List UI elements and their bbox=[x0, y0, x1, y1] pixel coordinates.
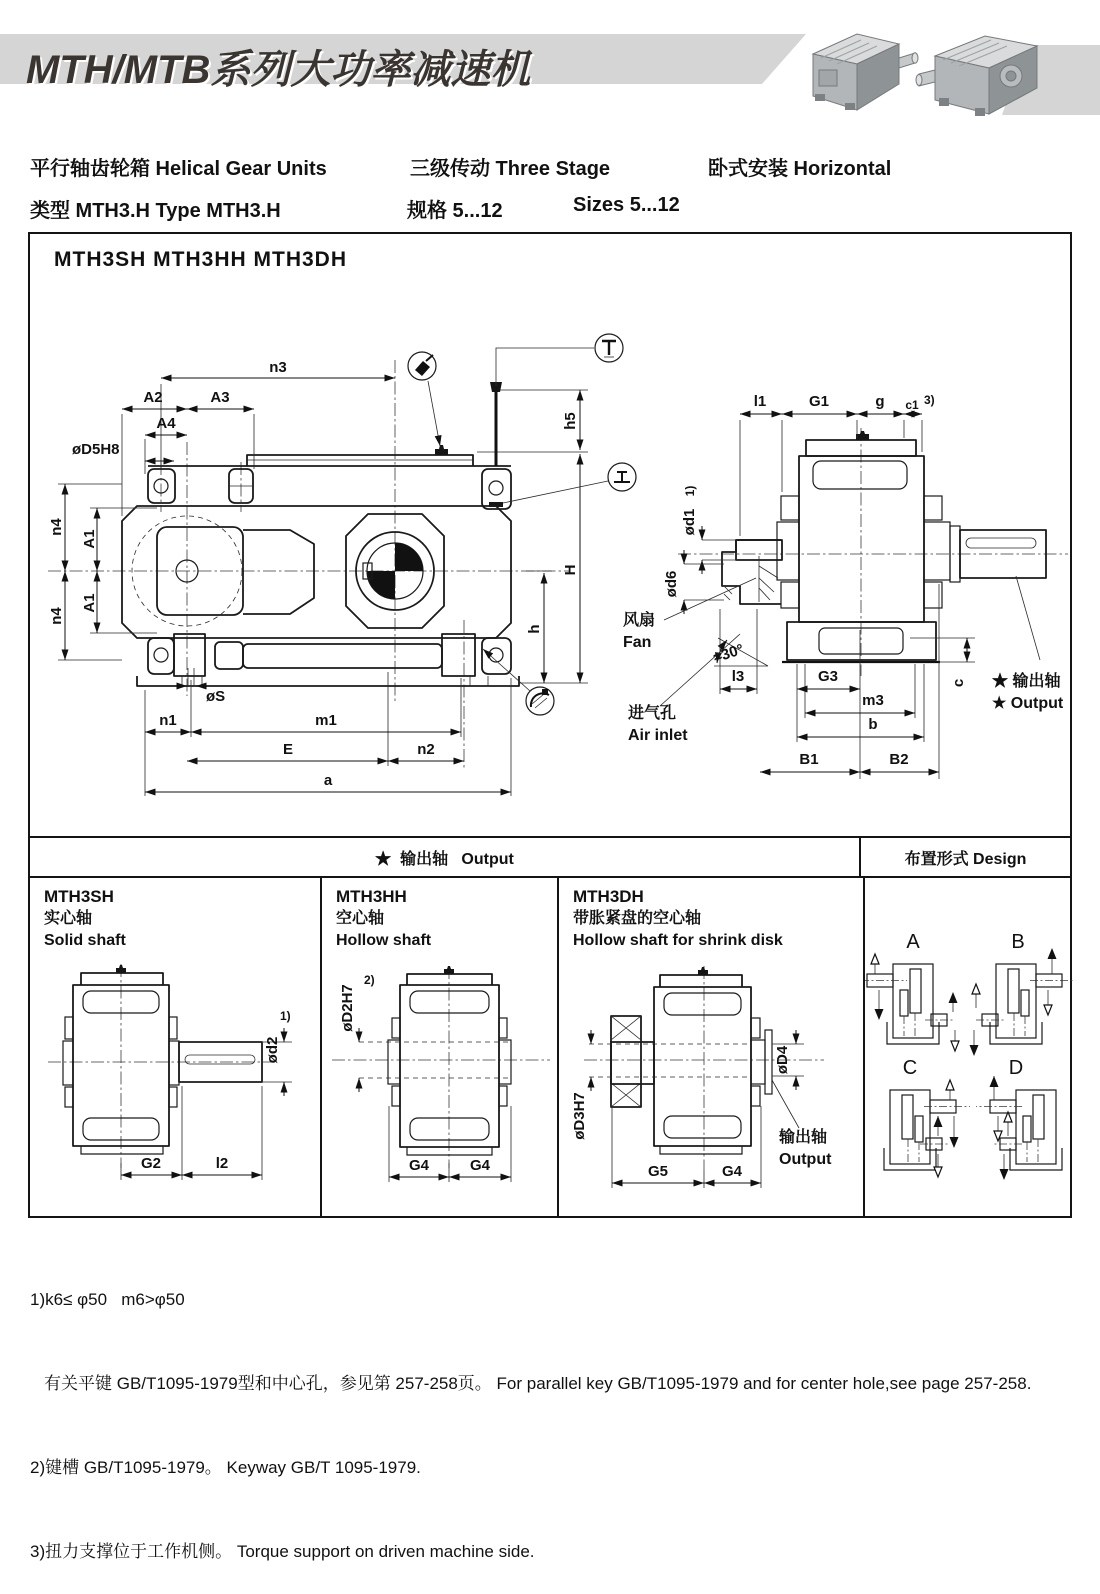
dim-A2: A2 bbox=[143, 389, 163, 406]
design-band-label: 布置形式 Design bbox=[904, 850, 1027, 868]
panel-model: MTH3SH bbox=[44, 887, 114, 906]
subtitle-sizes-en: Sizes 5...12 bbox=[573, 194, 680, 216]
dim-a: a bbox=[323, 772, 333, 789]
output-label-en: ★ Output bbox=[992, 695, 1064, 712]
panel-design bbox=[865, 878, 1070, 1216]
dim-G3: G3 bbox=[817, 668, 839, 685]
dim-n1: n1 bbox=[159, 712, 177, 729]
dim-G4-right: G4 bbox=[469, 1157, 491, 1174]
dim-G5: G5 bbox=[647, 1163, 669, 1180]
oil-drain-icon bbox=[531, 693, 549, 707]
breather-icon bbox=[602, 341, 616, 355]
panel-model: MTH3DH bbox=[573, 887, 644, 906]
dim-angle: ≈30° bbox=[711, 640, 746, 667]
solid-shaft-drawing bbox=[30, 878, 320, 1216]
panel-mth3hh bbox=[322, 878, 559, 1216]
dim-G1: G1 bbox=[808, 393, 830, 410]
oil-level-icon bbox=[614, 472, 630, 482]
drawing-frame bbox=[28, 232, 1072, 1218]
footnotes bbox=[30, 1230, 1080, 1594]
output-label-cn: ★ 输出轴 bbox=[992, 673, 1061, 690]
dim-l3: l3 bbox=[731, 668, 745, 685]
dim-A3: A3 bbox=[210, 389, 230, 406]
panel-name-en: Hollow shaft bbox=[336, 932, 432, 949]
design-section-header bbox=[861, 838, 1070, 876]
footnote-1b: 有关平键 GB/T1095-1979型和中心孔，参见第 257-258页。 For parallel key GB/T1095-1979 and for center hole,see page 257-258. bbox=[44, 1374, 1032, 1393]
front-view bbox=[48, 334, 636, 796]
panel-name-en: Hollow shaft for shrink disk bbox=[573, 932, 783, 949]
breather-symbol bbox=[496, 334, 623, 386]
design-c bbox=[884, 1080, 970, 1177]
oil-fill-symbol bbox=[408, 352, 440, 446]
dim-D4: øD4 bbox=[774, 1045, 791, 1075]
product-photos bbox=[795, 18, 1095, 122]
dim-G4-left: G4 bbox=[408, 1157, 430, 1174]
design-label-d: D bbox=[1008, 1057, 1024, 1079]
dim-G4: G4 bbox=[721, 1163, 743, 1180]
dim-B2: B2 bbox=[889, 751, 909, 768]
dim-c: c bbox=[950, 678, 967, 688]
fan-label-en: Fan bbox=[623, 634, 652, 651]
panel-model: MTH3HH bbox=[336, 887, 407, 906]
dim-n4-upper: n4 bbox=[48, 518, 65, 536]
footnote-2: 2)键槽 GB/T1095-1979。 Keyway GB/T 1095-1979. bbox=[30, 1458, 421, 1477]
dim-n4-lower: n4 bbox=[48, 607, 65, 625]
oil-fill-plug bbox=[435, 445, 448, 455]
shrink-disk-drawing bbox=[559, 878, 863, 1216]
design-label-c: C bbox=[902, 1057, 918, 1079]
dim-E: E bbox=[282, 741, 294, 758]
panel-name-cn: 空心轴 bbox=[336, 910, 385, 927]
footnote-3: 3)扭力支撑位于工作机侧。 Torque support on driven machine side. bbox=[30, 1542, 535, 1561]
subtitle-horizontal: 卧式安装 Horizontal bbox=[708, 158, 892, 180]
air-inlet-label-en: Air inlet bbox=[628, 727, 688, 744]
subtitle-type: 类型 MTH3.H Type MTH3.H bbox=[30, 200, 281, 222]
dim-A1-lower: A1 bbox=[81, 593, 98, 613]
dim-n3: n3 bbox=[269, 359, 287, 376]
dim-g: g bbox=[875, 393, 885, 410]
side-view bbox=[623, 393, 1068, 779]
air-inlet-label-cn: 进气孔 bbox=[628, 705, 677, 722]
dim-D2H7: øD2H7 bbox=[339, 984, 356, 1032]
footnote-ref-3: 3) bbox=[924, 393, 935, 407]
gearbox-photo-1 bbox=[813, 34, 918, 110]
dim-m3: m3 bbox=[862, 692, 884, 709]
dim-S: øS bbox=[206, 688, 226, 705]
dimension-drawing bbox=[30, 234, 1070, 836]
panel-name-cn: 带胀紧盘的空心轴 bbox=[573, 910, 702, 927]
design-layouts bbox=[865, 878, 1074, 1216]
footnote-ref: 1) bbox=[280, 1009, 291, 1023]
panel-name-en: Solid shaft bbox=[44, 932, 126, 949]
page-title: MTH/MTB系列大功率减速机 bbox=[26, 48, 531, 92]
dim-d6: ød6 bbox=[663, 570, 680, 598]
footnote-ref-1: 1) bbox=[683, 485, 697, 497]
dim-d2: ød2 bbox=[264, 1036, 281, 1064]
design-label-b: B bbox=[1011, 931, 1025, 953]
dim-A1-upper: A1 bbox=[81, 529, 98, 549]
panel-mth3sh bbox=[30, 878, 322, 1216]
panel-name-cn: 实心轴 bbox=[44, 910, 93, 927]
hollow-shaft-drawing bbox=[322, 878, 557, 1216]
design-label-a: A bbox=[906, 931, 920, 953]
dim-h: h bbox=[526, 624, 543, 634]
variant-models: MTH3SH MTH3HH MTH3DH bbox=[54, 248, 347, 271]
dim-m1: m1 bbox=[315, 712, 337, 729]
fan-label-cn: 风扇 bbox=[623, 612, 656, 629]
dim-D3H7: øD3H7 bbox=[571, 1092, 588, 1140]
oil-level-symbol bbox=[503, 463, 636, 503]
output-band-label: ★ 输出轴 Output bbox=[375, 850, 514, 868]
dim-c1: c1 bbox=[905, 398, 919, 412]
section-bar bbox=[30, 836, 1070, 878]
dim-d1: ød1 bbox=[681, 508, 698, 536]
dim-A4: A4 bbox=[156, 415, 176, 432]
gearbox-photo-2 bbox=[916, 36, 1037, 116]
dim-l1: l1 bbox=[753, 393, 767, 410]
dim-h5: h5 bbox=[562, 412, 579, 430]
subtitle-gear-units: 平行轴齿轮箱 Helical Gear Units bbox=[30, 158, 327, 180]
dim-H: H bbox=[562, 564, 579, 576]
fan-assembly bbox=[722, 540, 782, 604]
subtitle-three-stage: 三级传动 Three Stage bbox=[410, 158, 611, 180]
panel-mth3dh bbox=[559, 878, 865, 1216]
output-section-header bbox=[30, 838, 861, 876]
design-b bbox=[970, 948, 1075, 1056]
footnote-1: 1)k6≤ φ50 m6>φ50 bbox=[30, 1290, 185, 1309]
output-label-cn: 输出轴 bbox=[779, 1129, 828, 1146]
dim-G2: G2 bbox=[140, 1155, 162, 1172]
shrink-disk bbox=[611, 1016, 654, 1107]
dim-l2: l2 bbox=[215, 1155, 229, 1172]
dim-b: b bbox=[868, 716, 878, 733]
dim-D5H8: øD5H8 bbox=[72, 441, 120, 458]
footnote-ref: 2) bbox=[364, 973, 375, 987]
subtitle-sizes-cn: 规格 5...12 bbox=[407, 200, 503, 222]
design-d bbox=[976, 1076, 1062, 1180]
shaft-variant-panels bbox=[30, 878, 1070, 1216]
dim-n2: n2 bbox=[417, 741, 435, 758]
design-a bbox=[865, 954, 959, 1051]
output-label-en: Output bbox=[779, 1151, 832, 1168]
dim-B1: B1 bbox=[799, 751, 819, 768]
oil-can-icon bbox=[415, 361, 430, 376]
